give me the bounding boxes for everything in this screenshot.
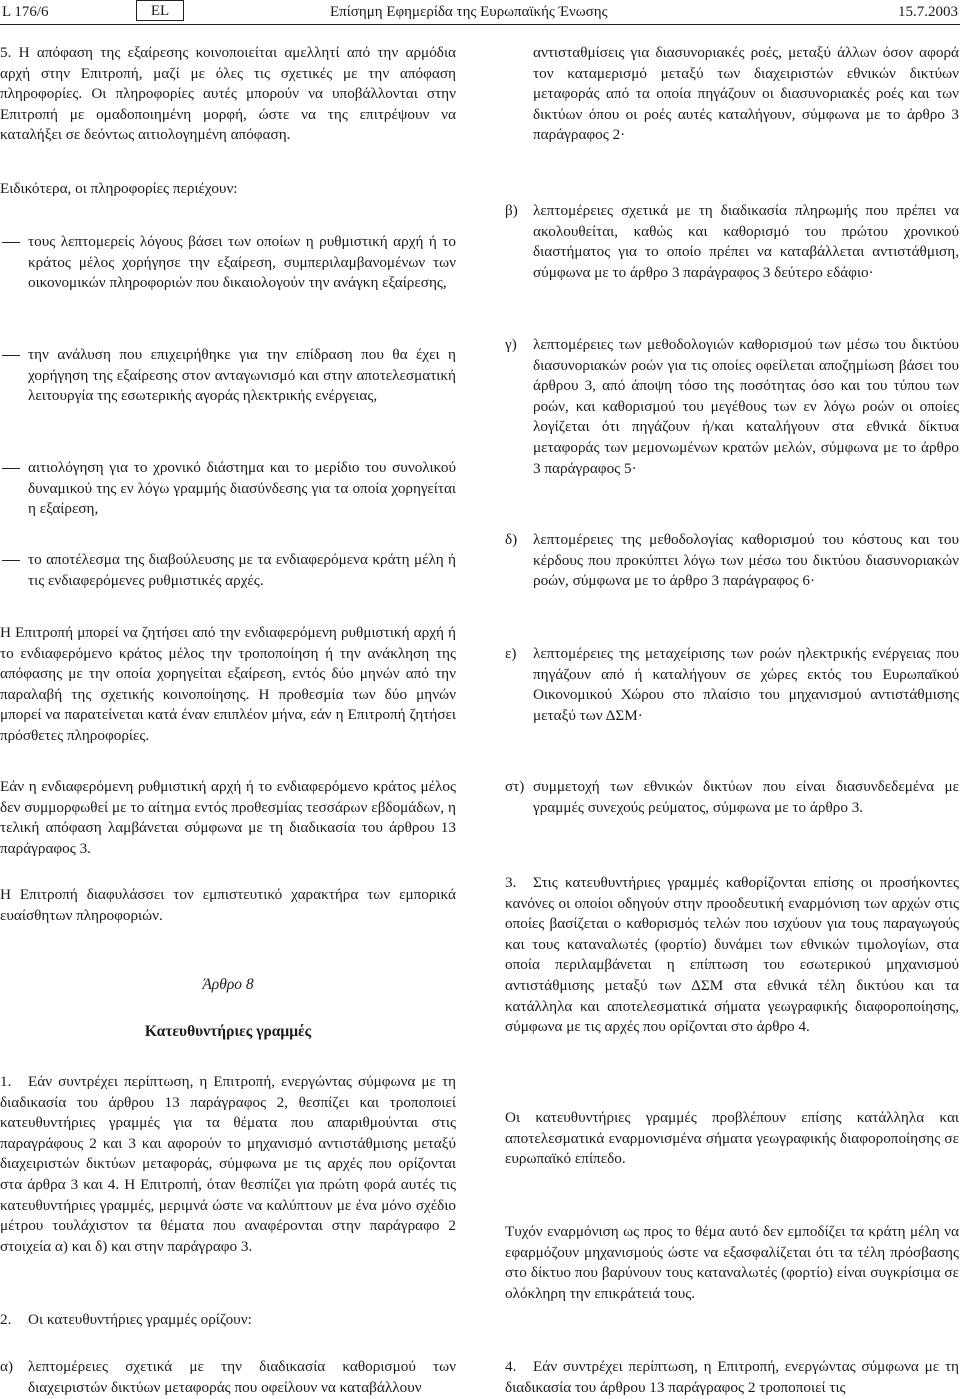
page-header [0,0,960,24]
item-d [505,530,959,592]
commission-request-paragraph: Η Επιτροπή μπορεί να ζητήσει από την ενδιαφερόμενη ρυθμιστική αρχή ή το ενδιαφερόμενο κράτος μέλος την τροποποίηση ή την ανάκληση της απόφασης με την οποία χορηγείται εξαίρεση, εντός δύο μηνών από την παραλαβή της σχετικής κοινοποίησης. Η προθεσμία των δύο μηνών μπορεί να παρατείνεται κατά έναν επιπλέον μήνα, εάν η Επιτροπή ζητήσει πρόσθετες πληροφορίες. [0,624,456,744]
dash-marker [0,458,28,520]
item-f-label: στ) [505,778,525,795]
item-e [505,644,959,726]
dash-item [0,345,456,407]
item-c-label: γ) [505,336,517,353]
non-compliance-paragraph: Εάν η ενδιαφερόμενη ρυθμιστική αρχή ή το ενδιαφερόμενο κράτος μέλος δεν συμμορφωθεί με το αίτημα εντός προθεσμίας τεσσάρων εβδομάδων, η τελική απόφαση λαμβάνεται σύμφωνα με τη διαδικασία του άρθρου 13 παράγραφος 3. [0,778,456,857]
item-c [505,335,959,479]
confidentiality-paragraph: Η Επιτροπή διαφυλάσσει τον εμπιστευτικό χαρακτήρα των εμπορικά ευαίσθητων πληροφοριών. [0,886,456,924]
item-d-text: λεπτομέρειες της μεθοδολογίας καθορισμού του κόστους και του κέρδους που προκύπτει λόγω των μέσω του δικτύου διασυνοριακών ροών, σύμφωνα με το άρθρο 3 παράγραφος 6· [533,531,959,590]
paragraph-4-text: Εάν συντρέχει περίπτωση, η Επιτροπή, ενεργώντας σύμφωνα με τη διαδικασία του άρθρου 13 παράγραφος 2 τροποποιεί τις [505,1358,959,1396]
item-c-text: λεπτομέρειες των μεθοδολογιών καθορισμού των μέσω του δικτύου διασυνοριακών ροών για τις οποίες οφείλεται αποζημίωση βάσει του άρθρου 3, από άποψη τόσο της ποσότητας όσο και του τύπου των ροών, και καθορισμού του μεγέθους των εν λόγω ροών οι οποίες λογίζεται ότι πηγάζουν ή/και καταλήγουν στα εθνικά δίκτυα μεταφοράς των μεμονωμένων κρατών μελών, σύμφωνα με το άρθρο 3 παράγραφος 5· [533,336,959,477]
item-a [0,1357,456,1398]
item-a-text: λεπτομέρειες σχετικά με την διαδικασία καθορισμού των διαχειριστών δικτύων μεταφοράς που οφείλουν να καταβάλλουν [28,1358,456,1396]
item-f [505,777,959,818]
paragraph-4-number: 4. [505,1358,517,1375]
paragraph-1 [0,1072,456,1257]
paragraph-1-number: 1. [0,1073,12,1090]
item-e-label: ε) [505,645,517,662]
article-number: Άρθρο 8 [202,976,254,993]
dash-marker [0,232,28,294]
dash-item-text: αιτιολόγηση για το χρονικό διάστημα και το μερίδιο του συνολικού δυναμικού της εν λόγω γραμμής διασύνδεσης για τα οποία χορηγείται η εξαίρεση, [28,459,456,518]
dash-item-text: τους λεπτομερείς λόγους βάσει των οποίων η ρυθμιστική αρχή ή το κράτος μέλος χορήγησε την εξαίρεση, συμπεριλαμβανομένων των οικονομικών πληροφοριών που δικαιολογούν την ανάγκη εξαίρεσης, [28,233,456,292]
issue-date: 15.7.2003 [898,4,958,20]
dash-item-text: το αποτέλεσμα της διαβούλευσης με τα ενδιαφερόμενα κράτη μέλη ή τις ενδιαφερόμενες ρυθμιστικές αρχές. [28,551,456,589]
paragraph-4 [505,1357,959,1398]
item-b-text: λεπτομέρειες σχετικά με τη διαδικασία πληρωμής που πρέπει να ακολουθείται, καθώς και καθορισμό του πρώτου χρονικού διαστήματος για το οποίο πρέπει να καταβάλλεται αντιστάθμιση, σύμφωνα με το άρθρο 3 παράγραφος 3 δεύτερο εδάφιο· [533,202,959,281]
item-a-continuation: αντισταθμίσεις για διασυνοριακές ροές, μεταξύ άλλων όσον αφορά τον καταμερισμό μεταξύ των διαχειριστών εθνικών δικτύων μεταφοράς από τα οποία πηγάζουν οι διασυνοριακές ροές και των δικτύων όπου οι ροές αυτές καταλήγουν, σύμφωνα με το άρθρο 3 παράγραφος 2· [533,44,959,144]
item-b-label: β) [505,202,518,219]
dash-item-text: την ανάλυση που επιχειρήθηκε για την επίδραση που θα έχει η χορήγηση της εξαίρεσης στον ανταγωνισμό και στην αποτελεσματική λειτουργία της εσωτερικής αγοράς ηλεκτρικής ενέργειας, [28,346,456,405]
item-b [505,201,959,283]
paragraph-2-text: Οι κατευθυντήριες γραμμές ορίζουν: [28,1311,252,1328]
paragraph-5: 5. Η απόφαση της εξαίρεσης κοινοποιείται αμελλητί από την αρμόδια αρχή στην Επιτροπή, μαζί με όλες τις σχετικές με την απόφαση πληροφορίες. Οι πληροφορίες αυτές μπορούν να υποβάλλονται στην Επιτροπή με ομαδοποιημένη μορφή, ώστε να της επιτρέψουν να καταλήξει σε δεόντως αιτιολογημένη απόφαση. [0,44,456,144]
info-intro: Ειδικότερα, οι πληροφορίες περιέχουν: [0,180,238,197]
dash-item [0,232,456,294]
paragraph-3-number: 3. [505,874,517,891]
paragraph-2-number: 2. [0,1311,12,1328]
dash-marker [0,345,28,407]
paragraph-3-text: Στις κατευθυντήριες γραμμές καθορίζονται επίσης οι προσήκοντες κανόνες οι οποίοι οδηγούν στην προοδευτική εναρμόνιση των αρχών στις οποίες βασίζεται ο καθορισμός τελών που ισχύουν για τους παραγωγούς και τους καταναλωτές (φορτίο) δυνάμει των εθνικών τιμολογίων, στα οποία περιλαμβάνεται η επίπτωση του εσωτερικού μηχανισμού αντιστάθμισης μεταξύ των ΔΣΜ στα εθνικά τέλη δικτύου και τα κατάλληλα και αποτελεσματικά σήματα γεωγραφικής διαφοροποίησης, σύμφωνα με τις αρχές που ορίζονται στο άρθρο 4. [505,874,959,1036]
article-title: Κατευθυντήριες γραμμές [144,1023,312,1040]
language-box: EL [136,0,184,21]
dash-item [0,550,456,591]
page-reference: L 176/6 [2,4,49,20]
paragraph-2 [0,1310,456,1331]
geographic-signals-paragraph: Οι κατευθυντήριες γραμμές προβλέπουν επίσης κατάλληλα και αποτελεσματικά εναρμονισμένα σήματα γεωγραφικής διαφοροποίησης σε ευρωπαϊκό επίπεδο. [505,1109,959,1168]
paragraph-3 [505,873,959,1038]
harmonisation-paragraph: Τυχόν εναρμόνιση ως προς το θέμα αυτό δεν εμποδίζει τα κράτη μέλη να εφαρμόζουν μηχανισμούς ώστε να εξασφαλίζεται ότι τα τέλη πρόσβασης στο δίκτυο που βαρύνουν τους καταναλωτές (φορτίο) είναι συγκρίσιμα σε ολόκληρη την επικράτειά τους. [505,1223,959,1302]
dash-item [0,458,456,520]
item-e-text: λεπτομέρειες της μεταχείρισης των ροών ηλεκτρικής ενέργειας που πηγάζουν από ή καταλήγουν σε χώρες εκτός του Ευρωπαϊκού Οικονομικού Χώρου στο πλαίσιο του μηχανισμού αντιστάθμισης μεταξύ των ΔΣΜ· [533,645,959,724]
header-divider [0,24,960,25]
item-a-label: α) [0,1358,14,1375]
dash-marker [0,550,28,591]
item-f-text: συμμετοχή των εθνικών δικτύων που είναι διασυνδεδεμένα με γραμμές συνεχούς ρεύματος, σύμφωνα με το άρθρο 3. [533,778,959,816]
paragraph-1-text: Εάν συντρέχει περίπτωση, η Επιτροπή, ενεργώντας σύμφωνα με τη διαδικασία του άρθρου 13 παράγραφος 2, θεσπίζει και τροποποιεί κατευθυντήριες γραμμές για τα θέματα που απαριθμούνται στις παραγράφους 2 και 3 και αφορούν το μηχανισμό αντιστάθμισης μεταξύ διαχειριστών δικτύων μεταφοράς, σύμφωνα με τις αρχές που ορίζονται στα άρθρα 3 και 4. Η Επιτροπή, όταν θεσπίζει για πρώτη φορά αυτές τις κατευθυντήριες γραμμές, μεριμνά ώστε να καλύπτουν με ένα μόνο σχέδιο μέτρου τουλάχιστον τα θέματα που αναφέρονται στην παράγραφο 2 στοιχεία α) και δ) και στην παράγραφο 3. [0,1073,456,1255]
item-d-label: δ) [505,531,518,548]
journal-title: Επίσημη Εφημερίδα της Ευρωπαϊκής Ένωσης [330,4,608,20]
